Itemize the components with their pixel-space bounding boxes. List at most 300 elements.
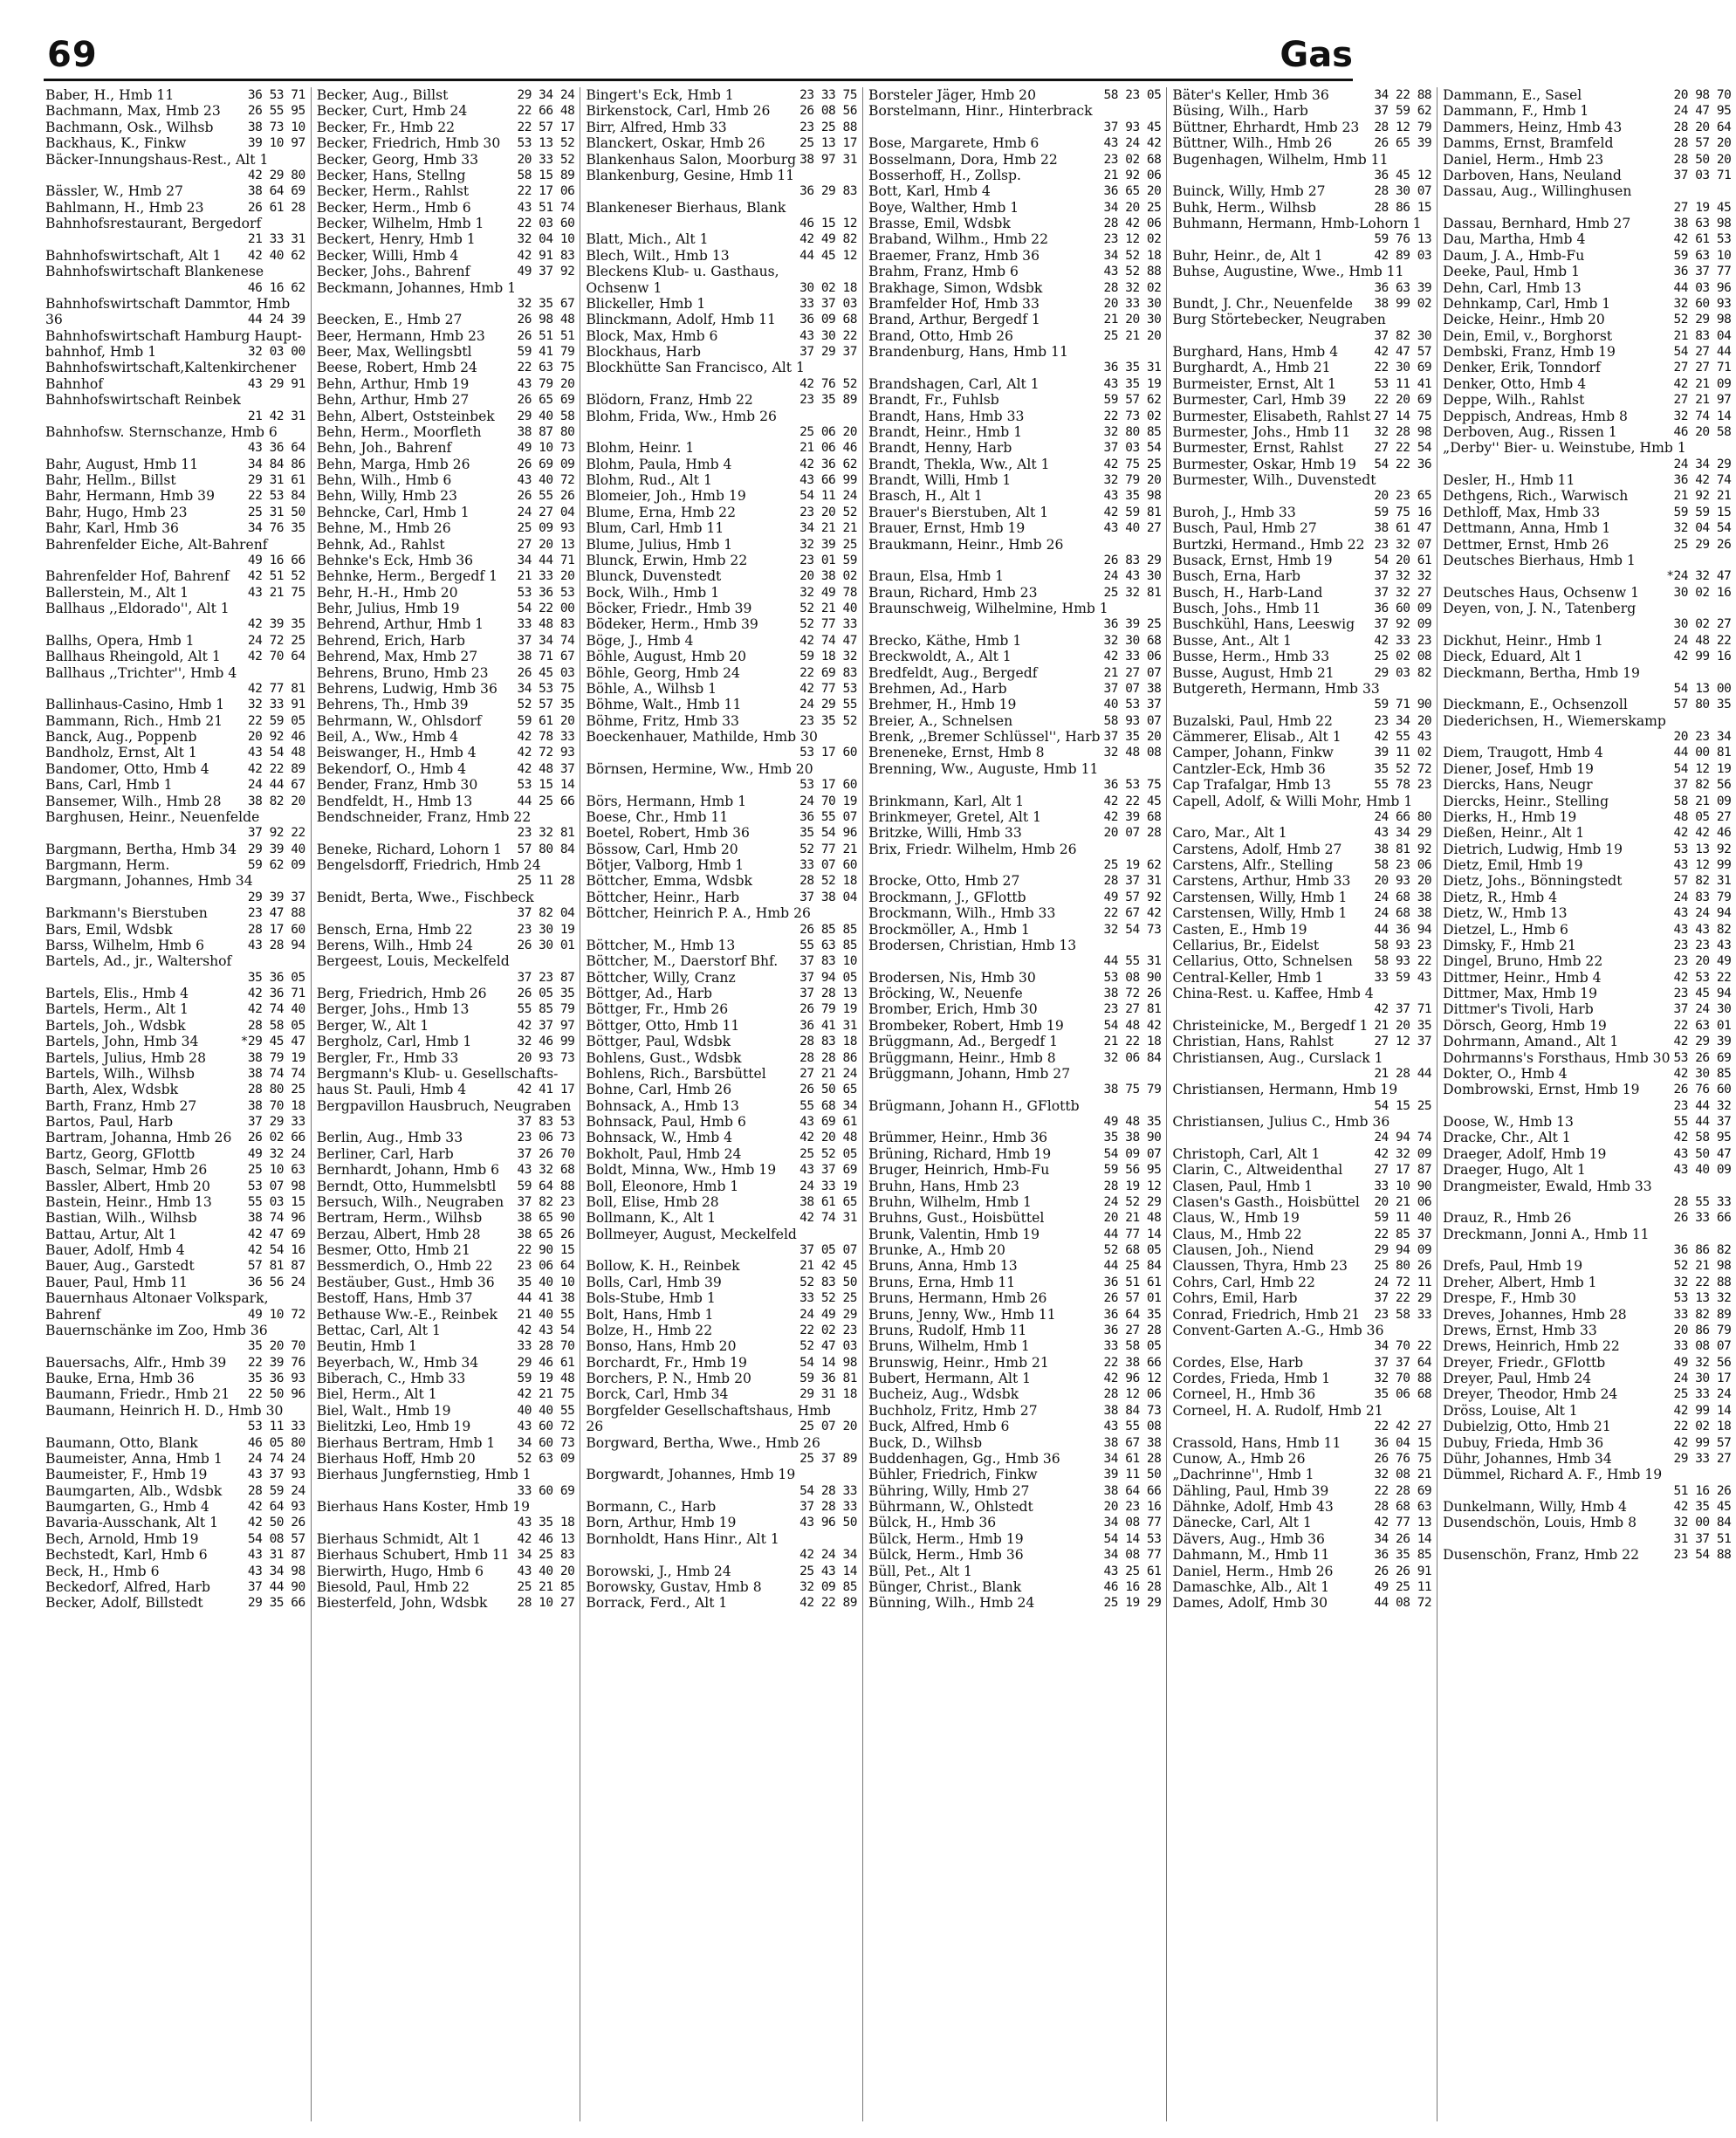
entry-name: Dreckmann, Jonni A., Hmb 11: [1443, 1226, 1650, 1242]
directory-entry: [1172, 873, 1431, 889]
entry-phone-number: 24 68 38: [1374, 906, 1432, 921]
entry-phone-number: 22 38 66: [1103, 1355, 1162, 1370]
entry-phone-number: 26 98 48: [517, 313, 575, 327]
entry-phone-number: 24 94 74: [1374, 1131, 1432, 1145]
entry-phone-number: 54 09 07: [1103, 1146, 1162, 1161]
directory-entry: [317, 1034, 575, 1049]
entry-phone-number: 38 63 98: [1673, 217, 1732, 230]
entry-phone-number: 38 70 18: [247, 1098, 305, 1113]
directory-entry: [317, 1355, 575, 1371]
directory-entry: [586, 1050, 857, 1066]
directory-entry: [1172, 1162, 1431, 1178]
entry-phone-number: 38 99 02: [1374, 296, 1432, 311]
directory-entry: [317, 1130, 575, 1145]
directory-entry: [317, 1323, 575, 1338]
entry-name: Birr, Alfred, Hmb 33: [586, 119, 727, 135]
directory-entry: [868, 103, 1161, 119]
directory-entry: [317, 376, 575, 392]
entry-name: Denker, Otto, Hmb 4: [1443, 375, 1587, 392]
entry-phone-number: 37 26 70: [517, 1146, 575, 1161]
entry-name: Ochsenw 1: [586, 279, 662, 296]
entry-name: Boese, Chr., Hmb 11: [586, 808, 729, 825]
entry-name: Böhme, Walt., Hmb 11: [586, 697, 742, 713]
entry-name: Beer, Hermann, Hmb 23: [316, 327, 485, 344]
directory-entry: [868, 409, 1161, 424]
entry-phone-number: 25 21 20: [1103, 328, 1162, 343]
entry-name: Behrend, Max, Hmb 27: [316, 649, 478, 665]
directory-entry: [586, 183, 857, 199]
entry-name: Bahr, Hermann, Hmb 39: [45, 488, 215, 505]
entry-phone-number: 38 75 79: [1103, 1083, 1162, 1097]
entry-phone-number: 26 76 75: [1374, 1451, 1432, 1466]
entry-name: Borstelmann, Hinr., Hinterbrack: [868, 103, 1093, 120]
entry-phone-number: 43 69 61: [799, 1115, 857, 1129]
entry-phone-number: 54 13 00: [1673, 681, 1732, 696]
entry-phone-number: 42 37 97: [517, 1018, 575, 1033]
directory-entry: [1172, 328, 1431, 344]
entry-name: Beutin, Hmb 1: [316, 1338, 417, 1355]
entry-name: Borowski, J., Hmb 24: [586, 1563, 731, 1579]
entry-phone-number: 22 73 02: [1103, 409, 1162, 423]
directory-entry: [1443, 1275, 1731, 1290]
entry-phone-number: 37 83 53: [517, 1115, 575, 1129]
entry-name: Bollmann, K., Alt 1: [586, 1210, 717, 1227]
entry-phone-number: 49 32 56: [1673, 1355, 1732, 1370]
entry-name: Bendfeldt, H., Hmb 13: [316, 793, 473, 809]
directory-entry: [1172, 120, 1431, 135]
entry-name: Bahnhofswirtschaft Blankenese: [45, 264, 264, 280]
entry-name: Bühler, Friedrich, Finkw: [868, 1467, 1038, 1483]
directory-entry: [1443, 1227, 1731, 1242]
entry-name: Brocke, Otto, Hmb 27: [868, 873, 1020, 890]
entry-name: Brasch, H., Alt 1: [868, 488, 983, 505]
entry-name: Bornholdt, Hans Hinr., Alt 1: [586, 1530, 779, 1547]
entry-phone-number: 35 36 93: [247, 1371, 305, 1385]
directory-entry: [45, 1467, 305, 1482]
entry-phone-number: 33 58 05: [1103, 1339, 1162, 1354]
entry-name: Cap Trafalgar, Hmb 13: [1172, 777, 1331, 794]
directory-entry: [317, 1275, 575, 1290]
directory-entry: [45, 1179, 305, 1194]
entry-name: [586, 376, 796, 392]
entry-phone-number: [571, 809, 574, 825]
entry-phone-number: 34 53 75: [517, 681, 575, 696]
directory-entry: [868, 424, 1161, 440]
directory-column: [1166, 87, 1437, 2121]
directory-entry: [45, 1098, 305, 1114]
directory-entry: [45, 1371, 305, 1386]
directory-entry: [1172, 135, 1431, 151]
entry-phone-number: 37 22 29: [1374, 1291, 1432, 1306]
entry-name: Behne, M., Hmb 26: [316, 520, 451, 537]
directory-entry: [868, 1258, 1161, 1274]
entry-name: Börs, Hermann, Hmb 1: [586, 793, 747, 809]
directory-entry: [586, 103, 857, 119]
entry-phone-number: [571, 1066, 574, 1082]
entry-name: Beecken, E., Hmb 27: [316, 312, 463, 328]
entry-phone-number: 55 03 15: [247, 1194, 305, 1209]
entry-name: [45, 231, 244, 247]
directory-entry: [1443, 1307, 1731, 1323]
entry-phone-number: 29 34 24: [517, 88, 575, 102]
entry-phone-number: 43 40 20: [517, 1564, 575, 1578]
entry-name: Bahrenf: [45, 1306, 101, 1323]
directory-entry: [1443, 183, 1731, 199]
entry-name: [45, 280, 244, 296]
directory-entry: [317, 794, 575, 809]
entry-phone-number: [1157, 344, 1161, 360]
entry-phone-number: 59 18 32: [799, 650, 857, 664]
directory-entry: [1172, 665, 1431, 681]
directory-entry: [45, 328, 305, 344]
entry-phone-number: 23 06 64: [517, 1259, 575, 1274]
directory-entry: [586, 1371, 857, 1386]
directory-entry: [1172, 280, 1431, 296]
directory-entry: [868, 729, 1161, 745]
directory-entry: [1172, 1419, 1431, 1434]
entry-phone-number: 22 42 27: [1374, 1420, 1432, 1434]
entry-name: Behn, Wilh., Hmb 6: [316, 472, 452, 488]
entry-phone-number: 34 08 77: [1103, 1548, 1162, 1563]
directory-entry: [586, 649, 857, 664]
directory-entry: [1443, 1435, 1731, 1451]
entry-phone-number: 43 55 08: [1103, 1420, 1162, 1434]
directory-entry: [1443, 1098, 1731, 1114]
entry-name: Brauer's Bierstuben, Alt 1: [868, 504, 1049, 520]
entry-name: Bahlmann, H., Hmb 23: [45, 199, 204, 216]
directory-entry: [317, 1483, 575, 1499]
entry-name: Ballinhaus-Casino, Hmb 1: [45, 697, 225, 713]
entry-phone-number: 37 34 74: [517, 633, 575, 648]
entry-phone-number: 53 08 90: [1103, 970, 1162, 985]
directory-entry: [45, 457, 305, 472]
entry-phone-number: 29 35 66: [247, 1596, 305, 1611]
entry-phone-number: [1157, 842, 1161, 857]
directory-entry: [45, 248, 305, 264]
entry-phone-number: 46 15 12: [799, 217, 857, 230]
entry-name: bahnhof, Hmb 1: [45, 344, 157, 360]
directory-entry: [868, 873, 1161, 889]
directory-entry: [45, 537, 305, 553]
entry-phone-number: [1727, 183, 1731, 199]
entry-phone-number: 27 21 97: [1673, 393, 1732, 408]
directory-entry: [45, 264, 305, 279]
directory-entry: [1172, 1194, 1431, 1210]
entry-name: Besmer, Otto, Hmb 21: [316, 1242, 470, 1258]
directory-entry: [868, 585, 1161, 601]
entry-phone-number: 42 51 52: [247, 569, 305, 584]
directory-entry: [1443, 264, 1731, 279]
entry-name: Böge, J., Hmb 4: [586, 632, 694, 649]
directory-entry: [1172, 1210, 1431, 1226]
entry-phone-number: 32 04 54: [1673, 521, 1732, 536]
directory-entry: [1443, 312, 1731, 327]
entry-phone-number: [1428, 681, 1431, 697]
entry-name: Dethgens, Rich., Warwisch: [1443, 488, 1629, 505]
directory-entry: [1172, 392, 1431, 408]
directory-entry: [1172, 1130, 1431, 1145]
entry-phone-number: 37 44 90: [247, 1579, 305, 1594]
entry-phone-number: [571, 1467, 574, 1482]
entry-name: Bech, Arnold, Hmb 19: [45, 1530, 199, 1547]
entry-phone-number: 27 20 13: [517, 537, 575, 552]
entry-phone-number: [1428, 1082, 1431, 1097]
entry-name: Dassau, Aug., Willinghusen: [1443, 183, 1632, 200]
entry-name: Bartels, Wilh., Wilhsb: [45, 1065, 196, 1082]
directory-entry: [586, 1451, 857, 1467]
directory-entry: [868, 1130, 1161, 1145]
entry-phone-number: 24 30 17: [1673, 1371, 1732, 1385]
entry-phone-number: 28 83 18: [799, 1035, 857, 1049]
entry-phone-number: 42 20 48: [799, 1131, 857, 1145]
entry-phone-number: 43 29 91: [247, 376, 305, 391]
entry-name: Cämmerer, Elisab., Alt 1: [1172, 729, 1341, 745]
entry-name: Buinck, Willy, Hmb 27: [1172, 183, 1326, 200]
entry-phone-number: 52 29 98: [1673, 313, 1732, 327]
entry-phone-number: [1428, 264, 1431, 279]
entry-phone-number: 38 84 73: [1103, 1403, 1162, 1418]
directory-entry: [317, 953, 575, 969]
directory-entry: [317, 120, 575, 135]
entry-phone-number: 49 48 35: [1103, 1115, 1162, 1129]
directory-entry: [868, 1210, 1161, 1226]
directory-entry: [868, 1290, 1161, 1306]
directory-entry: [1443, 1082, 1731, 1097]
directory-entry: [1443, 1034, 1731, 1049]
entry-phone-number: 28 32 02: [1103, 280, 1162, 295]
entry-name: Borsteler Jäger, Hmb 20: [868, 87, 1036, 103]
entry-name: Brandenburg, Hans, Hmb 11: [868, 344, 1068, 360]
entry-phone-number: 42 72 93: [517, 746, 575, 760]
directory-entry: [868, 328, 1161, 344]
directory-entry: [1443, 376, 1731, 392]
directory-entry: [1172, 1001, 1431, 1017]
directory-entry: [317, 312, 575, 327]
directory-entry: [317, 1371, 575, 1386]
directory-entry: [868, 938, 1161, 953]
entry-phone-number: 54 14 98: [799, 1355, 857, 1370]
entry-phone-number: 24 29 55: [799, 698, 857, 712]
directory-entry: [868, 1499, 1161, 1515]
directory-entry: [45, 938, 305, 953]
entry-name: Beck, H., Hmb 6: [45, 1563, 160, 1579]
entry-name: Brinkmann, Karl, Alt 1: [868, 793, 1025, 809]
entry-phone-number: [302, 665, 305, 681]
directory-entry: [586, 472, 857, 488]
entry-name: Bünger, Christ., Blank: [868, 1578, 1022, 1595]
directory-entry: [586, 953, 857, 969]
entry-name: Dietz, Emil, Hmb 19: [1443, 857, 1583, 873]
directory-entry: [586, 890, 857, 905]
entry-phone-number: 42 33 23: [1374, 633, 1432, 648]
entry-name: Borowsky, Gustav, Hmb 8: [586, 1578, 762, 1595]
directory-entry: [1443, 505, 1731, 520]
entry-name: Bans, Carl, Hmb 1: [45, 777, 173, 794]
directory-entry: [868, 1179, 1161, 1194]
entry-name: Bartz, Georg, GFlottb: [45, 1145, 196, 1162]
entry-phone-number: 27 19 45: [1673, 200, 1732, 215]
entry-phone-number: 42 89 03: [1374, 248, 1432, 263]
directory-entry: [1443, 344, 1731, 360]
directory-entry: [1443, 1338, 1731, 1354]
entry-phone-number: 20 23 34: [1673, 730, 1732, 744]
entry-phone-number: 37 82 23: [517, 1194, 575, 1209]
entry-name: Dubuy, Frieda, Hmb 36: [1443, 1434, 1604, 1451]
entry-phone-number: 39 11 02: [1374, 746, 1432, 760]
entry-phone-number: *24 32 47: [1666, 569, 1732, 584]
entry-phone-number: [302, 1403, 305, 1419]
directory-entry: [317, 1564, 575, 1579]
entry-phone-number: [1727, 1227, 1731, 1242]
directory-entry: [317, 1114, 575, 1130]
entry-phone-number: 42 43 54: [517, 1323, 575, 1337]
entry-name: Berlin, Aug., Hmb 33: [316, 1130, 463, 1146]
directory-entry: [1443, 457, 1731, 472]
entry-name: Brunswig, Heinr., Hmb 21: [868, 1354, 1049, 1371]
entry-name: Dietrich, Ludwig, Hmb 19: [1443, 841, 1623, 857]
entry-name: Bastian, Wilh., Wilhsb: [45, 1210, 197, 1227]
entry-phone-number: 43 40 09: [1673, 1163, 1732, 1178]
entry-name: Beer, Max, Wellingsbtl: [316, 344, 472, 360]
entry-phone-number: [1428, 1323, 1431, 1338]
directory-entry: [586, 1098, 857, 1114]
entry-name: Drespe, F., Hmb 30: [1443, 1290, 1576, 1307]
entry-name: Boldt, Minna, Ww., Hmb 19: [586, 1162, 777, 1179]
directory-entry: [1172, 809, 1431, 825]
entry-phone-number: 32 35 67: [517, 296, 575, 311]
entry-name: [45, 553, 244, 568]
entry-phone-number: 22 02 23: [799, 1323, 857, 1337]
directory-entry: [45, 745, 305, 760]
entry-name: Buck, D., Wilhsb: [868, 1434, 983, 1451]
directory-entry: [586, 264, 857, 279]
directory-entry: [586, 1242, 857, 1258]
directory-entry: [45, 120, 305, 135]
directory-entry: [1172, 601, 1431, 616]
directory-entry: [1443, 777, 1731, 793]
entry-phone-number: [302, 264, 305, 279]
entry-name: Becker, Willi, Hmb 4: [316, 247, 459, 264]
directory-entry: [1172, 360, 1431, 375]
directory-entry: [317, 200, 575, 216]
entry-phone-number: [1428, 312, 1431, 327]
entry-phone-number: 53 13 52: [517, 136, 575, 151]
directory-entry: [1443, 1386, 1731, 1402]
entry-phone-number: 53 07 98: [247, 1179, 305, 1193]
directory-entry: [45, 1275, 305, 1290]
directory-entry: [317, 264, 575, 279]
entry-phone-number: 55 44 37: [1673, 1115, 1732, 1129]
entry-phone-number: 36 63 39: [1374, 280, 1432, 295]
entry-name: Dehn, Carl, Hmb 13: [1443, 279, 1582, 296]
entry-name: Busse, Ant., Alt 1: [1172, 632, 1292, 649]
directory-entry: [868, 231, 1161, 247]
entry-phone-number: [302, 152, 305, 168]
entry-name: Dettmann, Anna, Hmb 1: [1443, 520, 1611, 537]
entry-phone-number: 22 66 48: [517, 104, 575, 119]
entry-name: Dietzel, L., Hmb 6: [1443, 921, 1568, 938]
entry-name: Bünning, Wilh., Hmb 24: [868, 1595, 1035, 1612]
entry-name: [868, 120, 1101, 135]
directory-entry: [868, 905, 1161, 921]
entry-name: [586, 183, 796, 199]
entry-phone-number: [1428, 472, 1431, 488]
entry-phone-number: 37 94 05: [799, 970, 857, 985]
entry-phone-number: 26 85 85: [799, 922, 857, 937]
entry-name: Bauernschänke im Zoo, Hmb 36: [45, 1322, 268, 1338]
entry-phone-number: 43 25 61: [1103, 1564, 1162, 1578]
entry-name: Dusendschön, Louis, Hmb 8: [1443, 1515, 1637, 1531]
directory-entry: [1172, 1050, 1431, 1066]
directory-entry: [868, 1355, 1161, 1371]
entry-phone-number: 32 22 88: [1673, 1275, 1732, 1289]
directory-entry: [868, 280, 1161, 296]
directory-entry: [45, 585, 305, 601]
directory-entry: [1172, 248, 1431, 264]
directory-entry: [586, 1579, 857, 1595]
directory-entry: [586, 761, 857, 777]
entry-name: [1443, 200, 1670, 216]
directory-entry: [1443, 986, 1731, 1001]
directory-entry: [586, 1210, 857, 1226]
directory-column: [44, 87, 311, 2121]
entry-name: Beil, A., Ww., Hmb 4: [316, 729, 459, 745]
entry-phone-number: 35 06 68: [1374, 1387, 1432, 1402]
entry-name: [1172, 1066, 1370, 1082]
entry-phone-number: 42 59 81: [1103, 505, 1162, 519]
directory-entry: [1443, 938, 1731, 953]
entry-name: Bödeker, Herm., Hmb 39: [586, 616, 758, 633]
entry-phone-number: 34 70 22: [1374, 1339, 1432, 1354]
entry-phone-number: 34 84 86: [247, 457, 305, 471]
entry-phone-number: 25 80 26: [1374, 1259, 1432, 1274]
directory-entry: [317, 344, 575, 360]
entry-phone-number: 24 43 30: [1103, 569, 1162, 584]
directory-entry: [317, 842, 575, 857]
directory-entry: [1443, 296, 1731, 312]
entry-name: Böttcher, M., Daerstorf Bhf.: [586, 953, 779, 970]
directory-entry: [1172, 216, 1431, 231]
entry-name: Blatt, Mich., Alt 1: [586, 231, 709, 248]
entry-phone-number: 32 60 93: [1673, 296, 1732, 311]
entry-phone-number: 42 39 35: [247, 617, 305, 632]
directory-entry: [1443, 953, 1731, 969]
directory-entry: [868, 616, 1161, 632]
entry-name: Bromber, Erich, Hmb 30: [868, 1001, 1038, 1018]
directory-entry: [586, 842, 857, 857]
entry-phone-number: 59 63 10: [1673, 248, 1732, 263]
directory-entry: [1172, 1018, 1431, 1034]
directory-entry: [1172, 585, 1431, 601]
entry-name: Dreher, Albert, Hmb 1: [1443, 1274, 1597, 1290]
directory-entry: [586, 809, 857, 825]
entry-name: Buck, Alfred, Hmb 6: [868, 1419, 1010, 1435]
entry-name: Central-Keller, Hmb 1: [1172, 969, 1324, 986]
entry-phone-number: 52 77 33: [799, 617, 857, 632]
entry-name: Becker, Adolf, Billstedt: [45, 1595, 203, 1612]
entry-phone-number: 28 42 06: [1103, 217, 1162, 230]
entry-name: Ballhaus Rheingold, Alt 1: [45, 649, 221, 665]
entry-name: Dietz, R., Hmb 4: [1443, 889, 1558, 905]
entry-phone-number: 43 40 72: [517, 473, 575, 487]
entry-phone-number: 23 54 88: [1673, 1548, 1732, 1563]
directory-entry: [586, 248, 857, 264]
entry-name: Dävers, Aug., Hmb 36: [1172, 1530, 1325, 1547]
directory-entry: [45, 1451, 305, 1467]
entry-name: [1172, 328, 1370, 344]
entry-name: Braun, Elsa, Hmb 1: [868, 568, 1005, 585]
directory-entry: [586, 1515, 857, 1530]
